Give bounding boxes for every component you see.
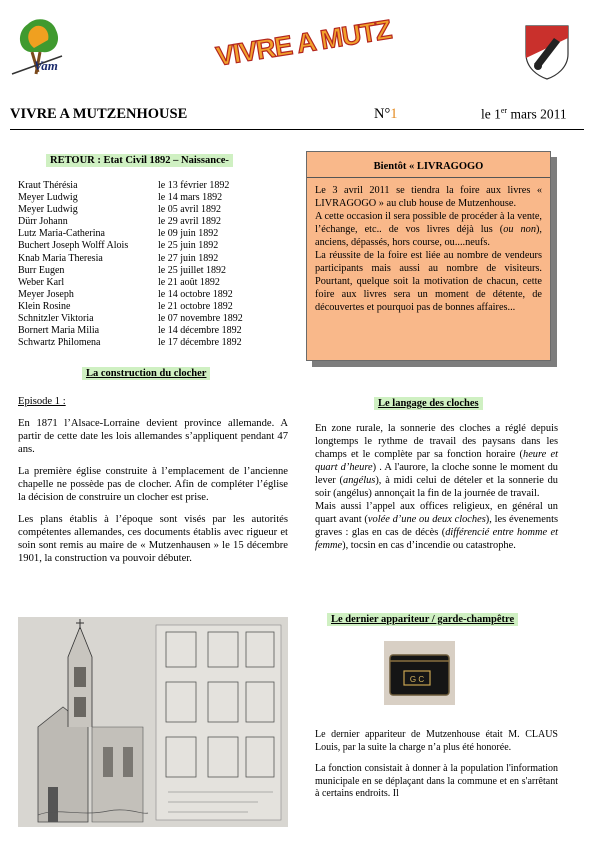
cloches-article (315, 422, 558, 552)
issue-value: 1 (390, 106, 398, 122)
birth-date: le 25 juin 1892 (158, 240, 219, 252)
livragogo-paragraph-3: La réussite de la foire est liée au nombre de vendeurs participants mais aussi au nombre de visiteurs. Pourtant, quelque soit la motivation de chacun, cette foire aux livres sera un moment de détente, de découvertes et pourquoi pas de bonnes affaires... (315, 250, 542, 313)
episode-label: Episode 1 : (18, 396, 66, 407)
cloches-p1-italic-2: angélus (343, 475, 376, 486)
masthead-text: VIVRE A MUTZ (214, 14, 394, 72)
etat-civil-row (18, 180, 243, 192)
birth-name: Meyer Joseph (18, 288, 74, 300)
header-divider (10, 129, 584, 130)
etat-civil-row (18, 253, 243, 265)
etat-civil-row (18, 204, 243, 216)
birth-date: le 21 octobre 1892 (158, 300, 233, 312)
birth-name: Schwartz Philomena (18, 337, 101, 349)
appariteur-heading: Le dernier appariteur / garde-champêtre (327, 613, 518, 626)
birth-date: le 14 octobre 1892 (158, 288, 233, 300)
village-logo (10, 12, 72, 80)
cloches-paragraph-2 (315, 500, 558, 552)
clocher-paragraph-2: La première église construite à l’emplacement de l’ancienne chapelle ne possède pas de clocher. Afin de compléter l’église la décision de construire un clocher est prise. (18, 466, 288, 503)
livragogo-p2-italic: ou non (503, 224, 536, 235)
etat-civil-row (18, 289, 243, 301)
birth-date: le 05 avril 1892 (158, 204, 222, 216)
birth-name: Lutz Maria-Catherina (18, 228, 105, 240)
appariteur-paragraph-2: La fonction consistait à donner à la population l'information municipale en se déplaçant dans la commune et en s'arrêtant à certains endroits. Il (315, 763, 558, 800)
cloches-p2-text-1: Mais aussi l’appel aux offices religieux, en général un quart avant ( (315, 501, 558, 525)
etat-civil-row (18, 240, 243, 252)
livragogo-body (315, 184, 542, 314)
coat-of-arms (524, 24, 570, 80)
cloches-p1-italic-1: heure et quart d’heure (315, 449, 558, 473)
cloches-p1-text-3: ), à midi celui de dételer et la sonnerie du soir (angélus) annonçait la fin de la journée de travail. (315, 475, 558, 499)
birth-name: Klein Rosine (18, 300, 71, 312)
livragogo-box (306, 151, 551, 361)
birth-date: le 25 juillet 1892 (158, 264, 227, 276)
garde-champetre-badge-image (384, 641, 455, 705)
birth-name: Meyer Ludwig (18, 192, 78, 204)
cloches-heading: Le langage des cloches (374, 397, 483, 410)
birth-date: le 27 juin 1892 (158, 252, 219, 264)
appariteur-article (315, 729, 558, 810)
livragogo-paragraph-2 (315, 210, 542, 249)
date-suffix: mars 2011 (507, 106, 567, 122)
birth-name: Schnitzler Viktoria (18, 313, 94, 325)
etat-civil-row (18, 228, 243, 240)
birth-name: Burr Eugen (18, 264, 65, 276)
etat-civil-row (18, 265, 243, 277)
clocher-paragraph-3: Les plans établis à l’époque sont visés par les autorités compétentes allemandes, ces documents établis avec rigueur et soin sont remis au maire de « Mutzenhausen » le 15 décembre 1901, la construction va pouvoir débuter. (18, 514, 288, 564)
birth-date: le 21 août 1892 (158, 276, 220, 288)
cloches-p1-text-1: En zone rurale, la sonnerie des cloches a réglé depuis longtemps le rythme de travail des paysans dans les champs et le complète par sa fonction horaire ( (315, 423, 558, 460)
livragogo-title: Bientôt « LIVRAGOGO (373, 161, 484, 172)
etat-civil-row (18, 192, 243, 204)
newsletter-title: VIVRE A MUTZENHOUSE (10, 106, 188, 122)
birth-name: Meyer Ludwig (18, 204, 78, 216)
livragogo-paragraph-1: Le 3 avril 2011 se tiendra la foire aux livres « LIVRAGOGO » au club house de Mutzenhouse. (315, 185, 542, 209)
livragogo-p2-text-2: ), anciens, dépassés, hors course, ou....neufs. (315, 224, 542, 248)
etat-civil-row (18, 325, 243, 337)
badge-text: G C (409, 675, 425, 684)
birth-date: le 14 mars 1892 (158, 192, 223, 204)
livragogo-divider (307, 177, 550, 178)
cloches-paragraph-1 (315, 422, 558, 500)
clocher-article (18, 395, 288, 574)
issue-date (481, 106, 567, 123)
birth-date: le 14 décembre 1892 (158, 325, 242, 337)
logo-text: Vam (34, 58, 58, 73)
etat-civil-row (18, 216, 243, 228)
cloches-p2-text-3: ), tocsin en cas d’incendie ou catastrophe. (342, 540, 516, 551)
clocher-paragraph-1: En 1871 l’Alsace-Lorraine devient province allemande. A partir de cette date les lois allemandes s’appliquent pendant 47 ans. (18, 418, 288, 455)
cloches-p1-text-2: ) . A l'aurore, la cloche sonne le moment du lever ( (315, 462, 558, 486)
date-sup: er (500, 106, 508, 115)
appariteur-paragraph-1: Le dernier appariteur de Mutzenhouse était M. CLAUS Louis, par la suite la charge n’a plus été honorée. (315, 729, 558, 753)
birth-name: Kraut Thérésia (18, 180, 78, 191)
birth-date: le 13 février 1892 (158, 180, 230, 191)
issue-number (374, 106, 398, 123)
cloches-p2-italic-2: différencié entre homme et femme (315, 527, 558, 551)
etat-civil-row (18, 313, 243, 325)
etat-civil-row (18, 277, 243, 289)
issue-label: N° (374, 106, 391, 122)
etat-civil-row (18, 337, 243, 349)
birth-name: Weber Karl (18, 276, 65, 288)
cloches-p2-text-2: ), les évenements graves : glas en cas de décès ( (315, 514, 558, 538)
etat-civil-heading: RETOUR : Etat Civil 1892 – Naissance- (46, 154, 233, 167)
etat-civil-row (18, 301, 243, 313)
clocher-plans-image (18, 617, 288, 827)
birth-date: le 09 juin 1892 (158, 228, 219, 240)
date-prefix: le 1 (481, 106, 501, 122)
birth-date: le 29 avril 1892 (158, 216, 222, 228)
birth-name: Bornert Maria Milia (18, 325, 100, 337)
livragogo-p2-text-1: A cette occasion il sera possible de procéder à la vente, l’échange, etc.. de vos livres déjà lus ( (315, 211, 542, 235)
clocher-heading: La construction du clocher (82, 367, 210, 380)
etat-civil-list (18, 180, 243, 349)
birth-date: le 17 décembre 1892 (158, 337, 242, 349)
cloches-p2-italic-1: volée d’une ou deux cloches (367, 514, 486, 525)
birth-date: le 07 novembre 1892 (158, 313, 243, 325)
birth-name: Dürr Johann (18, 216, 68, 228)
birth-name: Buchert Joseph Wolff Alois (18, 240, 129, 252)
masthead-logo (208, 14, 408, 84)
birth-name: Knab Maria Theresia (18, 252, 103, 264)
